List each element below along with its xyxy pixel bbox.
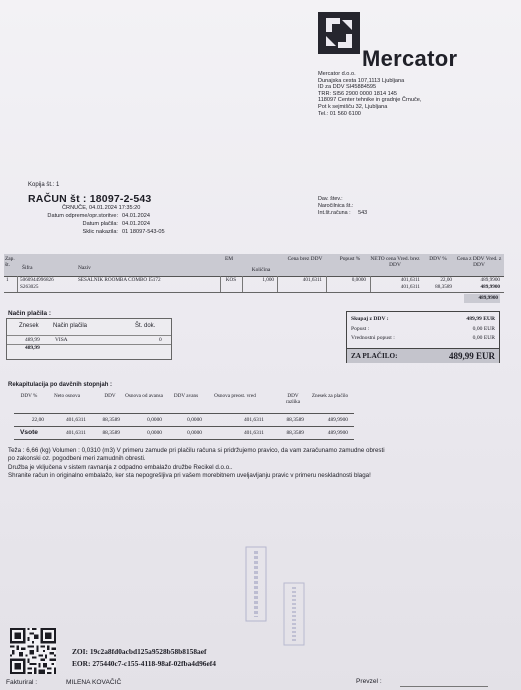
popust-value: 0,00 EUR bbox=[472, 326, 495, 332]
order-number-label: Naročilnica št.: bbox=[318, 203, 354, 210]
recap-divider bbox=[14, 426, 354, 427]
mercator-logo-icon bbox=[318, 12, 360, 54]
invoice-meta bbox=[26, 205, 226, 237]
recap-cell: 401,6311 bbox=[65, 417, 86, 423]
item-sifra-code: S263025 bbox=[20, 284, 39, 290]
place-date-time: ČRNUČE, 04.01.2024 17:35:20 bbox=[62, 205, 141, 211]
company-vat: ID za DDV SI45884595 bbox=[318, 84, 377, 91]
col-cena-z: Cena z DDV Vred. z DDV bbox=[456, 256, 502, 268]
item-neto: 401,6311 bbox=[400, 277, 420, 283]
zoi-code: ZOI: 19c2a8fd0acbd125a9528b58b8158aef bbox=[72, 647, 207, 656]
recap-col-ddv-razlika: DDV razlika bbox=[285, 393, 301, 405]
note-legal-rate: po zakonski oz. pogodbeni meri zamudnih obresti. bbox=[8, 455, 146, 463]
payment-date-label: Datum plačila: bbox=[82, 221, 118, 227]
vrednostni-label: Vrednostni popust : bbox=[351, 335, 395, 341]
summary-box bbox=[346, 311, 500, 363]
paid-stamp-icon bbox=[243, 545, 269, 623]
items-total: 489,9900 bbox=[464, 294, 500, 303]
recap-divider bbox=[14, 439, 354, 440]
company-center-2: Pot k sejmišču 32, Ljubljana bbox=[318, 103, 388, 110]
recap-total-cell: 489,9900 bbox=[327, 430, 348, 436]
table-divider bbox=[220, 276, 221, 292]
item-em: KOS bbox=[225, 277, 237, 283]
table-divider bbox=[17, 276, 18, 292]
recap-cell: 88,3589 bbox=[102, 417, 120, 423]
reference-value: 01 18097-543-05 bbox=[122, 229, 165, 235]
item-naziv: SESALNIK ROOMBA COMBO I5172 bbox=[78, 277, 161, 283]
recap-cell: 489,9900 bbox=[327, 417, 348, 423]
customer-meta bbox=[318, 196, 367, 218]
payment-amount: 489,99 bbox=[25, 337, 40, 343]
shop-stamp-icon bbox=[281, 581, 307, 647]
table-divider bbox=[370, 276, 371, 292]
reference-label: Sklic nakazila: bbox=[82, 229, 118, 235]
issued-by-label: Fakturiral : bbox=[6, 679, 38, 686]
copy-number: Kopija št.: 1 bbox=[28, 182, 60, 188]
legal-notes bbox=[8, 447, 500, 481]
col-st-dok: Št. dok. bbox=[135, 323, 156, 329]
item-kolicina: 1,000 bbox=[262, 277, 274, 283]
items-table bbox=[4, 254, 504, 304]
recap-col-ddv-amount: DDV bbox=[104, 393, 116, 399]
received-by-label: Prevzel : bbox=[356, 678, 382, 685]
col-cena-brez: Cena brez DDV bbox=[287, 256, 323, 262]
col-em: EM bbox=[224, 256, 234, 262]
recap-col-znesek: Znesek za plačilo bbox=[311, 393, 349, 399]
recap-cell: 88,3589 bbox=[286, 417, 304, 423]
skupaj-value: 489,99 EUR bbox=[466, 316, 495, 322]
internal-number-value: 543 bbox=[358, 210, 368, 217]
recap-cell: 22,00 bbox=[31, 417, 44, 423]
summary-popust bbox=[351, 326, 495, 334]
table-divider bbox=[242, 276, 243, 292]
payment-method: VISA bbox=[55, 337, 68, 343]
recap-col-ddv: DDV % bbox=[20, 393, 38, 399]
recap-col-ddv-avans: DDV avans bbox=[173, 393, 199, 399]
company-name: Mercator d.o.o. bbox=[318, 71, 356, 77]
col-neto: NETO cena Vred. brez DDV bbox=[370, 256, 420, 268]
payment-total: 489,99 bbox=[25, 345, 40, 351]
col-naziv: Naziv bbox=[78, 265, 91, 271]
issued-by-value: MILENA KOVAČIČ bbox=[66, 679, 122, 686]
item-ddv-rate: 22,00 bbox=[440, 277, 452, 283]
qr-code-icon bbox=[10, 628, 56, 674]
payment-date-value: 04.01.2024 bbox=[122, 221, 150, 227]
recap-col-neto: Neto osnova bbox=[53, 393, 81, 399]
company-tel: Tel.: 01 560 6100 bbox=[318, 110, 361, 117]
item-cena-z: 489,9900 bbox=[480, 277, 500, 283]
popust-label: Popust : bbox=[351, 326, 370, 332]
col-znesek: Znesek bbox=[19, 323, 39, 329]
note-weight-interest: Teža : 6,66 (kg) Volumen : 0,0310 (m3) V primeru zamude pri plačilu računa si pridržujemo pravico, da vam zaračunamo zamudne obresti bbox=[8, 447, 385, 454]
vrednostni-value: 0,00 EUR bbox=[472, 335, 495, 341]
internal-number-row bbox=[318, 210, 367, 217]
table-divider bbox=[326, 276, 327, 292]
items-table-header bbox=[4, 254, 504, 277]
recap-divider bbox=[14, 413, 354, 414]
amount-due-label: ZA PLAČILO: bbox=[351, 352, 398, 360]
company-address: Dunajska cesta 107,1113 Ljubljana bbox=[318, 77, 405, 84]
item-vred-z: 489,9900 bbox=[480, 284, 500, 290]
payment-total-row bbox=[7, 344, 171, 352]
dispatch-date-value: 04.01.2024 bbox=[122, 213, 150, 219]
recap-total-cell: 88,3589 bbox=[102, 430, 120, 436]
payment-doc-number: 0 bbox=[159, 337, 162, 343]
recap-vsote-label: Vsote bbox=[20, 429, 38, 436]
payment-table-header bbox=[7, 319, 171, 333]
recap-cell: 0,0000 bbox=[187, 417, 202, 423]
item-popust: 0,0000 bbox=[351, 277, 366, 283]
amount-due-value: 489,99 EUR bbox=[448, 351, 495, 361]
signature-line bbox=[400, 686, 488, 687]
col-popust: Popust % bbox=[339, 256, 361, 262]
company-info bbox=[318, 71, 421, 117]
item-cena-brez: 401,6311 bbox=[302, 277, 322, 283]
item-zap: 1 bbox=[6, 277, 9, 283]
item-sifra-ean: 5060944996826 bbox=[20, 277, 54, 283]
tax-recap-table bbox=[6, 391, 354, 443]
item-ddv-amount: 88,3589 bbox=[435, 284, 452, 290]
recap-total-cell: 401,6311 bbox=[243, 430, 264, 436]
skupaj-label: Skupaj z DDV : bbox=[351, 316, 389, 322]
col-sifra: Šifra bbox=[22, 265, 33, 271]
eor-code: EOR: 275440c7-c155-4118-98af-02fba4d96ef4 bbox=[72, 659, 216, 668]
recap-cell: 401,6311 bbox=[243, 417, 264, 423]
table-row bbox=[4, 276, 504, 293]
recap-total-cell: 88,3589 bbox=[286, 430, 304, 436]
table-divider bbox=[277, 276, 278, 292]
logo-wordmark: Mercator bbox=[362, 46, 458, 71]
note-keep-receipt: Shranite račun in originalno embalažo, ker sta nepogrešljiva pri vašem morebitnem uveljavljanju pravic v primeru neskladnosti blaga! bbox=[8, 472, 371, 480]
invoice-title: RAČUN št : 18097-2-543 bbox=[28, 193, 152, 205]
note-packaging: Družba je vključena v sistem ravnanja z odpadno embalažo družbe Recikel d.o.o.. bbox=[8, 463, 233, 471]
col-zap: Zap. št. bbox=[5, 256, 15, 268]
recap-total-cell: 401,6311 bbox=[65, 430, 86, 436]
tax-number-label: Dav. štev.: bbox=[318, 196, 343, 202]
recap-title: Rekapitulacija po davčnih stopnjah : bbox=[8, 382, 113, 388]
company-center-1: 118097 Center tehnike in gradnje Črnuče, bbox=[318, 97, 422, 104]
recap-col-osnova-preost: Osnova preost. vred bbox=[214, 393, 256, 399]
recap-col-osnova-avans: Osnova od avansa bbox=[125, 393, 163, 399]
company-trr: TRR: SI56 2900 0000 1814 145 bbox=[318, 90, 397, 97]
recap-total-cell: 0,0000 bbox=[147, 430, 162, 436]
col-ddv: DDV % bbox=[429, 256, 447, 262]
payment-table bbox=[6, 318, 172, 360]
item-vred-brez: 401,6311 bbox=[400, 284, 420, 290]
summary-skupaj bbox=[351, 316, 495, 324]
payment-title: Način plačila : bbox=[8, 310, 51, 317]
col-kolicina: Količina bbox=[251, 267, 271, 273]
recap-cell: 0,0000 bbox=[147, 417, 162, 423]
recap-total-cell: 0,0000 bbox=[187, 430, 202, 436]
summary-vrednostni bbox=[351, 335, 495, 343]
dispatch-date-label: Datum odpreme/opr.storitve: bbox=[47, 213, 118, 219]
internal-number-label: Int.št.računa : bbox=[318, 210, 351, 217]
amount-due-row bbox=[347, 348, 499, 363]
col-nacin: Način plačila bbox=[53, 323, 88, 329]
